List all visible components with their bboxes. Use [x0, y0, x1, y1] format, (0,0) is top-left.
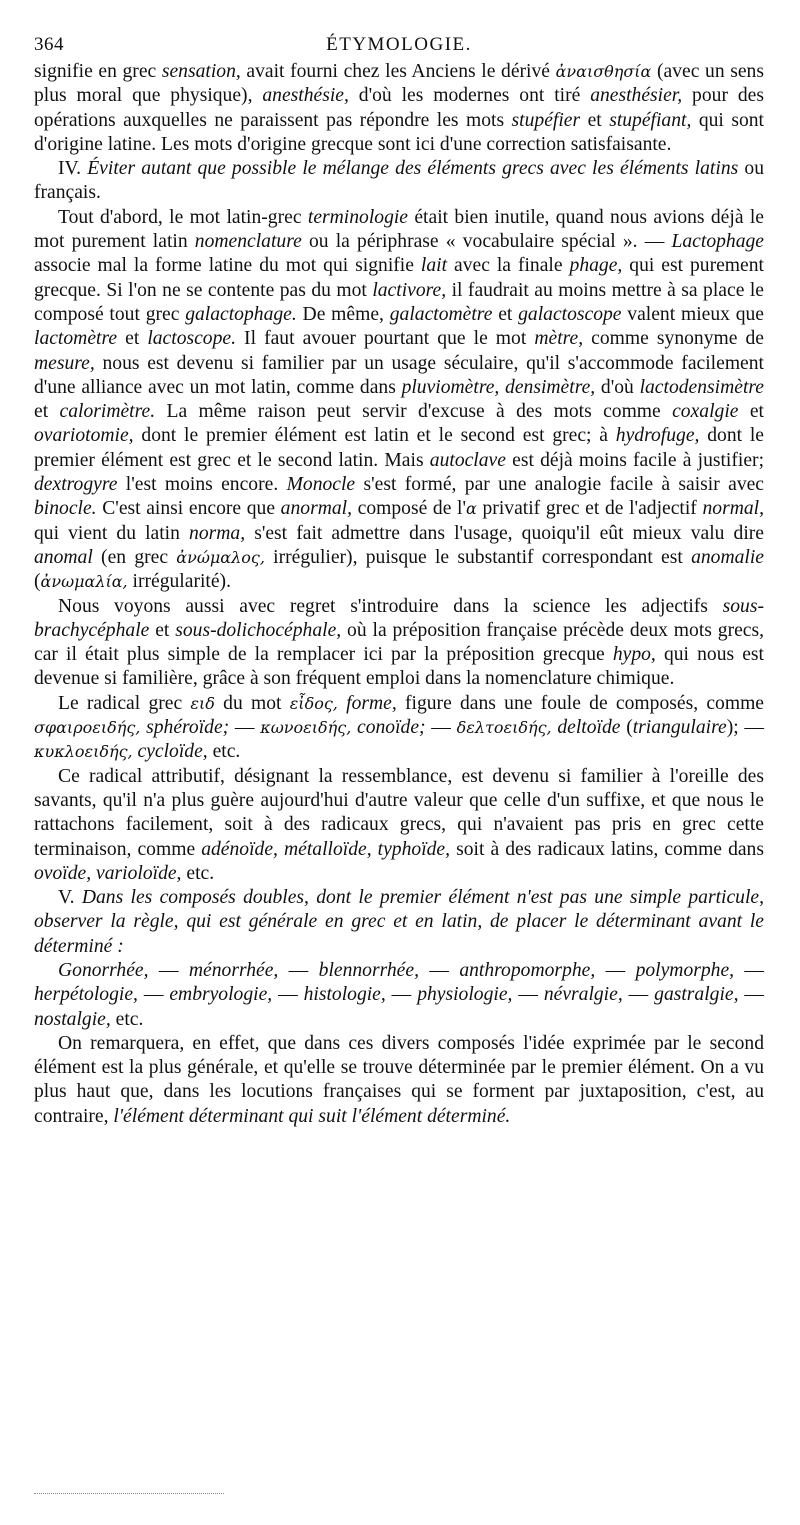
- paragraph: Tout d'abord, le mot latin-grec terminologie était bien inutile, quand nous avions déjà le mot purement latin nomenclature ou la périphrase « vocabulaire spécial ». — Lactophage associe mal la forme latine du mot qui signifie lait avec la finale phage, qui est purement grecque. Si l'on ne se contente pas du mot lactivore, il faudrait au moins mettre à sa place le composé tout grec galactophage. De même, galactomètre et galactoscope valent mieux que lactomètre et lactoscope. Il faut avouer pourtant que le mot mètre, comme synonyme de mesure, nous est devenu si familier par un usage séculaire, qu'il s'accommode facilement d'une alliance avec un mot latin, comme dans pluviomètre, densimètre, d'où lactodensimètre et calorimètre. La même raison peut servir d'excuse à des mots comme coxalgie et ovariotomie, dont le premier élément est latin et le second est grec; à hydrofuge, dont le premier élément est grec et le second latin. Mais autoclave est déjà moins facile à justifier; dextrogyre l'est moins encore. Monocle s'est formé, par une analogie facile à saisir avec binocle. C'est ainsi encore que anormal, composé de l'α privatif grec et de l'adjectif normal, qui vient du latin norma, s'est fait admettre dans l'usage, quoiqu'il eût mieux valu dire anomal (en grec ἀνώμαλος, irrégulier), puisque le substantif correspondant est anomalie (ἀνωμαλία, irrégularité).: [34, 206, 765, 593]
- paragraph: signifie en grec sensation, avait fourni chez les Anciens le dérivé ἀναισθησία (avec un sens plus moral que physique), anesthésie, d'où les modernes ont tiré anesthésier, pour des opérations auxquelles ne paraissent pas répondre les mots stupéfier et stupéfiant, qui sont d'origine latine. Les mots d'origine grecque sont ici d'une correction satisfaisante.: [34, 61, 764, 155]
- page-number: 364: [34, 34, 64, 55]
- paragraph: Ce radical attributif, désignant la ressemblance, est devenu si familier à l'oreille des savants, qu'il n'a plus guère aujourd'hui d'autre valeur que celle d'un suffixe, et que nous le rattachons facilement, soit à des radicaux grecs, qui n'avaient pas pris en grec cette terminaison, comme adénoïde, métalloïde, typhoïde, soit à des radicaux latins, comme dans ovoïde, varioloïde, etc.: [34, 765, 764, 884]
- page-header: [34, 34, 764, 60]
- running-title: ÉTYMOLOGIE.: [326, 34, 472, 55]
- example-list: Gonorrhée, — ménorrhée, — blennorrhée, — anthropomorphe, — polymorphe, — herpétologie, — embryologie, — histologie, — physiologie, — névralgie, — gastralgie, — nostalgie, etc.: [34, 959, 765, 1030]
- footer-rule: [34, 1493, 224, 1494]
- paragraph: Nous voyons aussi avec regret s'introduire dans la science les adjectifs sous-brachycéphale et sous-dolichocéphale, où la préposition française précède deux mots grecs, car il était plus simple de la remplacer ici par la préposition grecque hypo, qui nous est devenue si familière, grâce à son fréquent emploi dans la nomenclature chimique.: [34, 595, 765, 690]
- paragraph: Le radical grec ειδ du mot εἶδος, forme, figure dans une foule de composés, comme σφαιροειδής, sphéroïde; — κωνοειδής, conoïde; — δελτοειδής, deltoïde (triangulaire); — κυκλοειδής, cycloïde, etc.: [34, 692, 765, 763]
- book-page: [34, 34, 764, 1129]
- paragraph: On remarquera, en effet, que dans ces divers composés l'idée exprimée par le second élément est la plus générale, et qu'elle se trouve déterminée par le premier élément. On a vu plus haut que, dans les locutions françaises qui se forment par juxtaposition, c'est, au contraire, l'élément déterminant qui suit l'élément déterminé.: [34, 1032, 764, 1127]
- body-text: [34, 60, 764, 1129]
- rule-heading: V. Dans les composés doubles, dont le premier élément n'est pas une simple particule, observer la règle, qui est générale en grec et en latin, de placer le déterminant avant le déterminé :: [34, 887, 765, 957]
- rule-heading: IV. Éviter autant que possible le mélange des éléments grecs avec les éléments latins ou français.: [34, 158, 765, 204]
